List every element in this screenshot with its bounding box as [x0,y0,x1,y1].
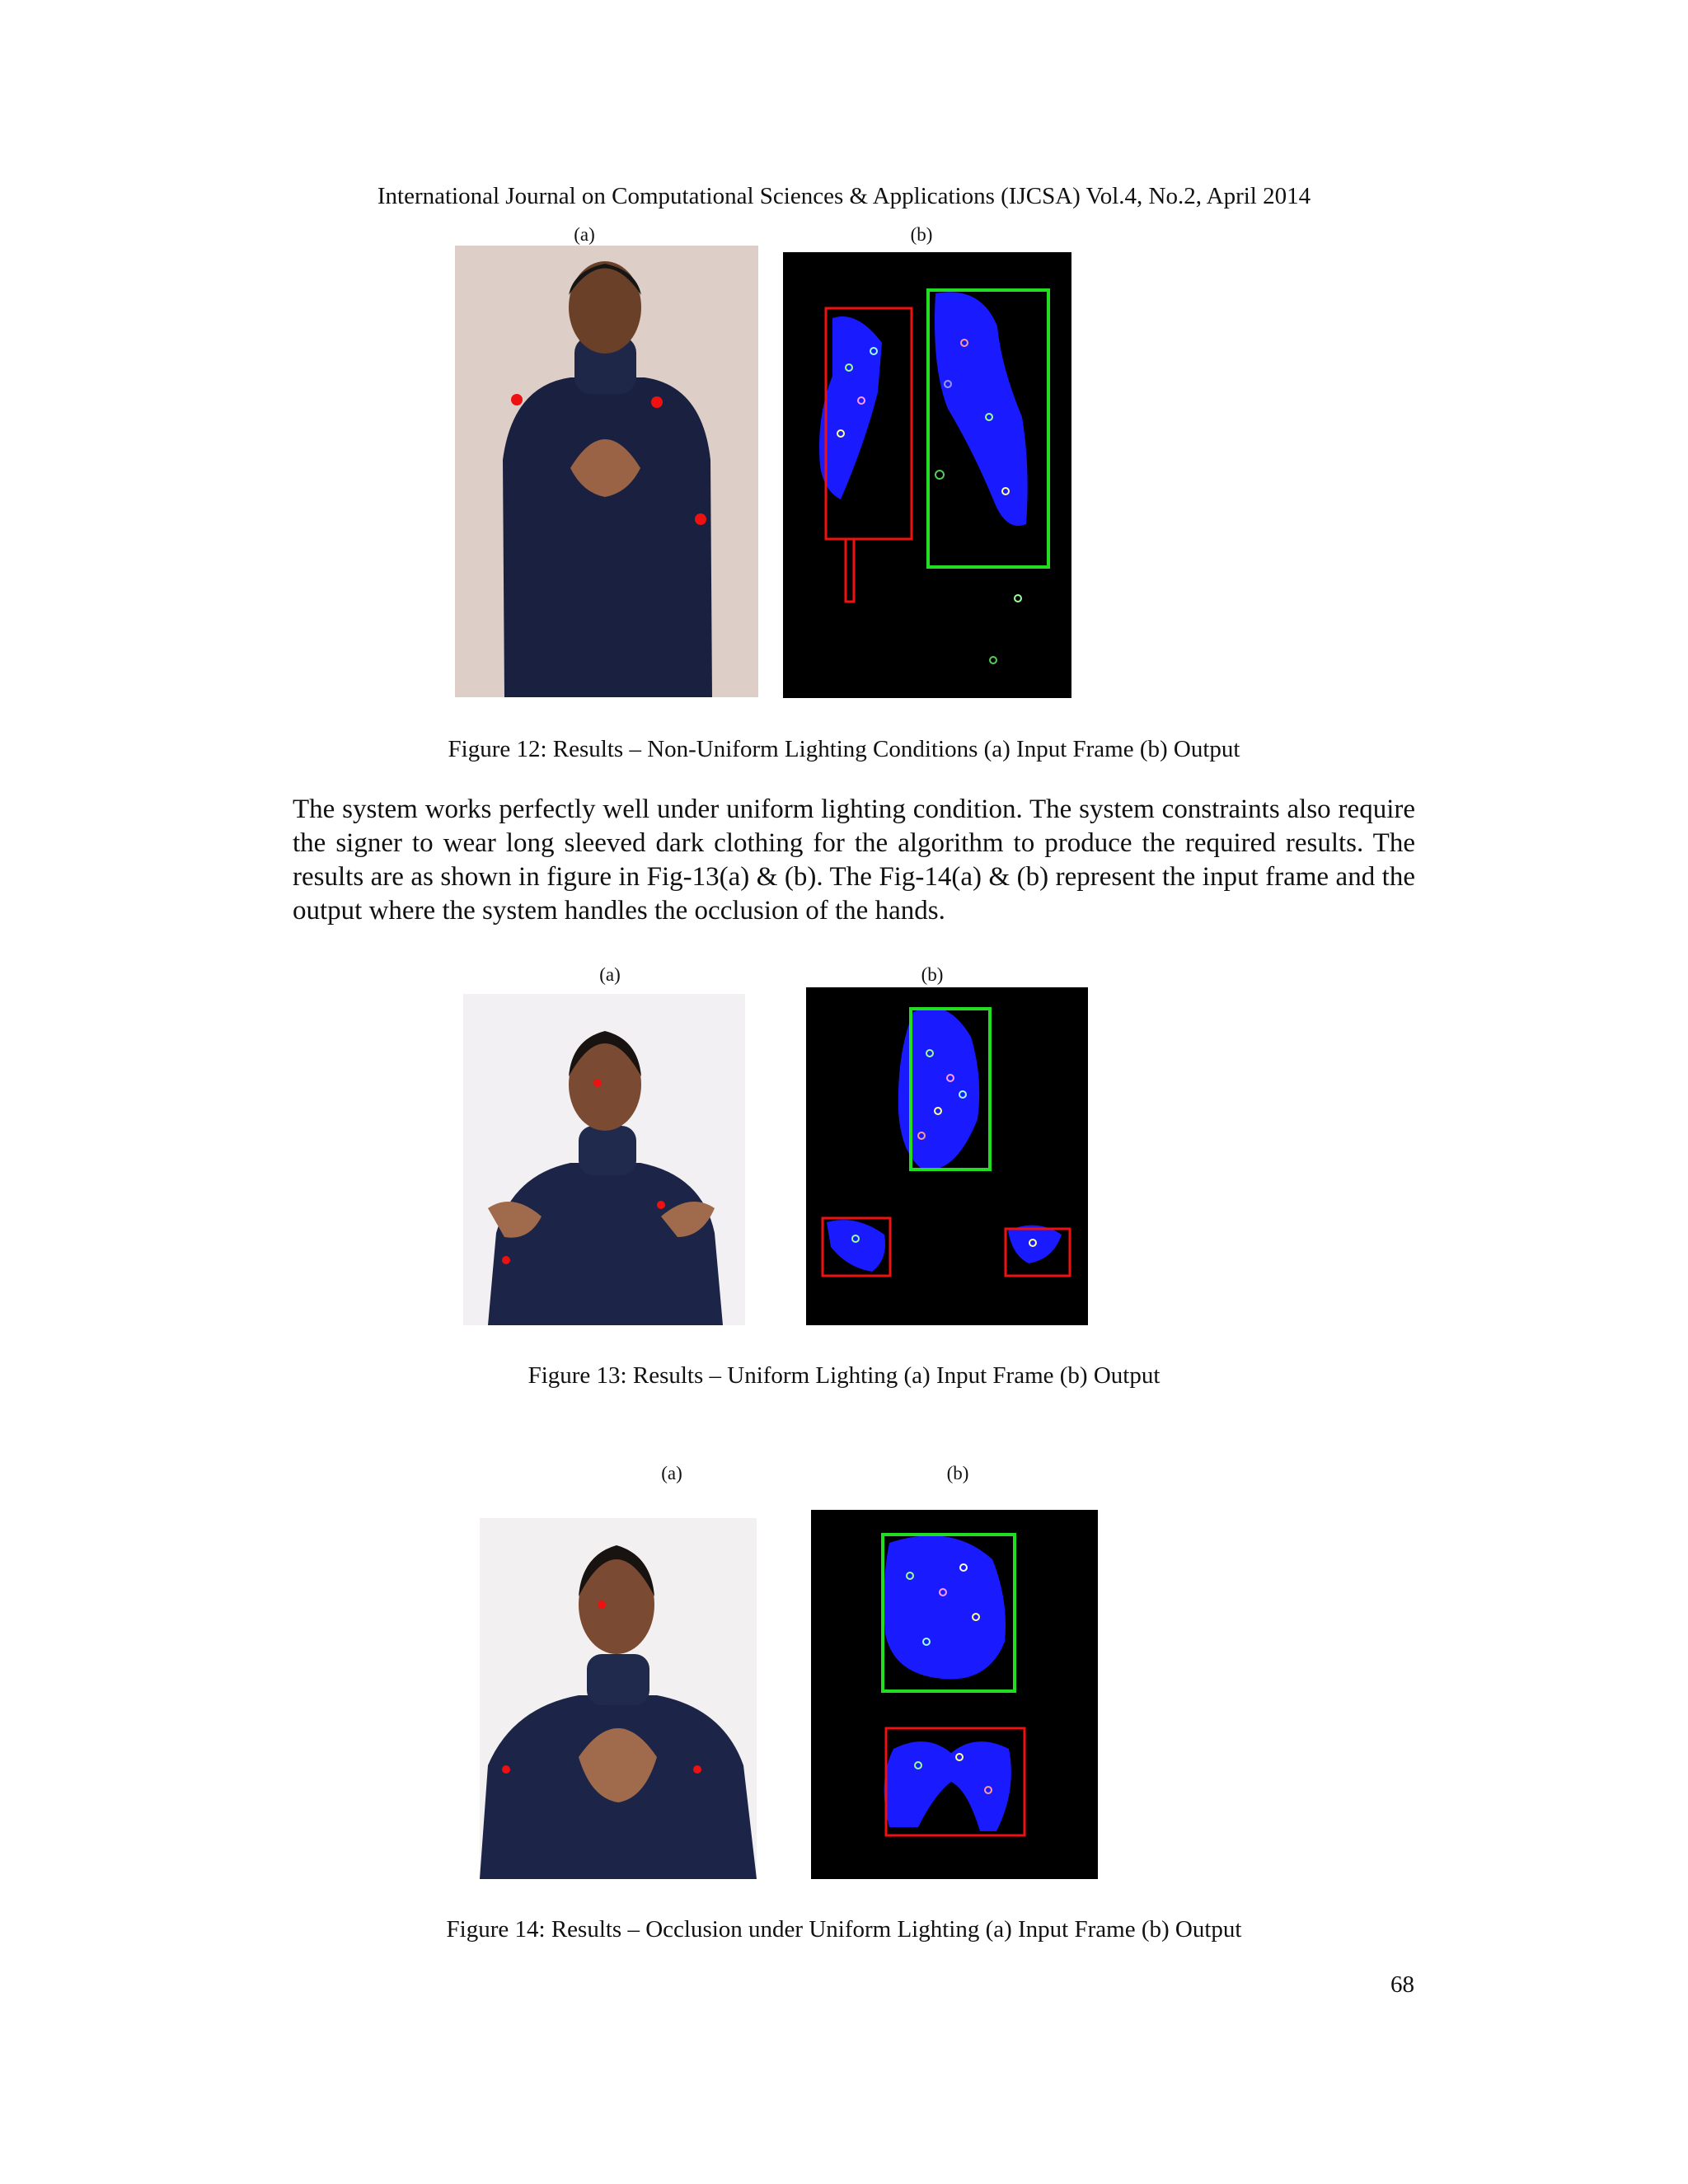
figure12-label-b: (b) [910,224,933,245]
figure13-output-frame [806,987,1088,1325]
figure12-input-frame [455,246,758,697]
figure14-input-frame [480,1518,757,1879]
figure14-caption: Figure 14: Results – Occlusion under Uniform Lighting (a) Input Frame (b) Output [446,1916,1242,1943]
figure12-label-a: (a) [574,224,595,245]
figure13-caption: Figure 13: Results – Uniform Lighting (a) Input Frame (b) Output [528,1362,1160,1389]
figure14-output-frame [811,1510,1098,1879]
figure12-output-frame [783,252,1071,698]
figure13-label-b: (b) [921,964,944,985]
journal-header: International Journal on Computational Sciences & Applications (IJCSA) Vol.4, No.2, April 2014 [377,183,1311,209]
figure14-label-a: (a) [661,1463,682,1483]
figure14-label-b: (b) [946,1463,969,1483]
body-paragraph: The system works perfectly well under uniform lighting condition. The system constraints also require the signer to wear long sleeved dark clothing for the algorithm to produce the required results. The results are as shown in figure in Fig-13(a) & (b). The Fig-14(a) & (b) represent the input frame and the output where the system handles the occlusion of the hands. [293,794,1415,926]
figure12-caption: Figure 12: Results – Non-Uniform Lighting Conditions (a) Input Frame (b) Output [448,736,1240,762]
figure13-label-a: (a) [599,964,621,985]
figure13-input-frame [463,994,745,1325]
page-number: 68 [1390,1971,1414,1998]
